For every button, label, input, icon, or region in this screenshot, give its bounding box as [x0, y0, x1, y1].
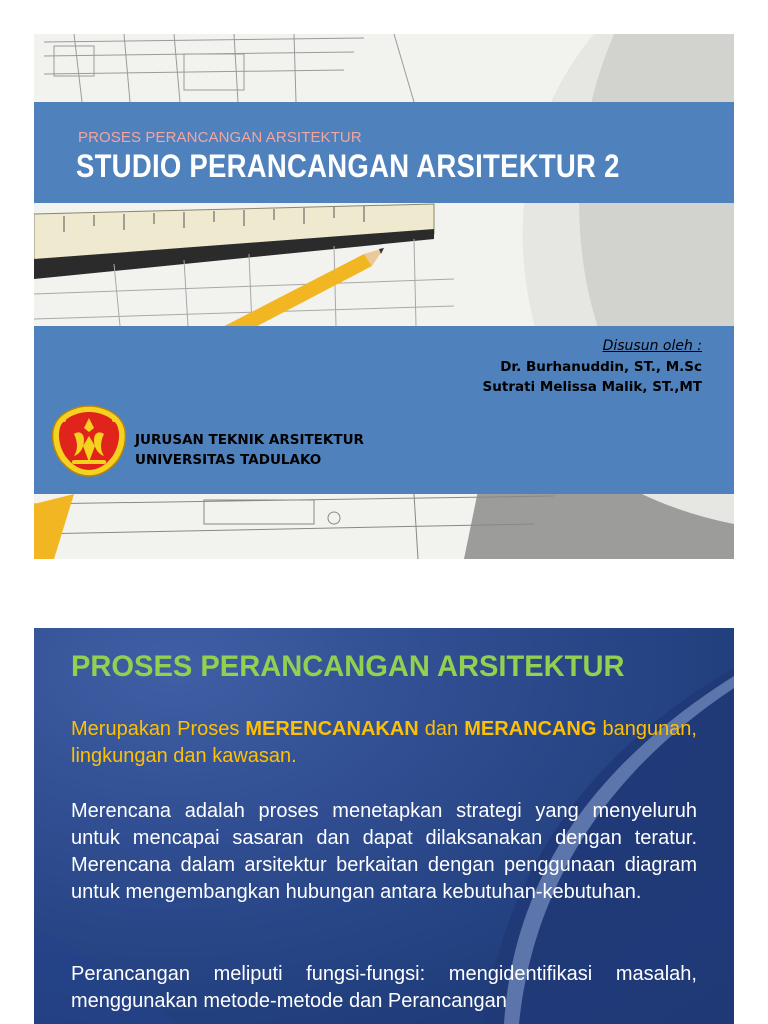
slide-subtitle: PROSES PERANCANGAN ARSITEKTUR — [78, 129, 362, 146]
credits-block — [483, 338, 702, 397]
slide-title: STUDIO PERANCANGAN ARSITEKTUR 2 — [76, 148, 620, 184]
university-emblem-icon — [50, 404, 128, 478]
title-slide — [34, 34, 734, 559]
definition-text: dan — [418, 718, 465, 740]
definition-paragraph — [71, 716, 697, 770]
department-text — [135, 430, 364, 470]
content-title: PROSES PERANCANGAN ARSITEKTUR — [71, 650, 625, 683]
planning-paragraph: Merencana adalah proses menetapkan strategi yang menyeluruh untuk mencapai sasaran dan dapat dilaksanakan dengan teratur. Merencana dalam arsitektur berkaitan dengan penggunaan diagram untuk mengembangkan hubungan antara kebutuhan-kebutuhan. — [71, 800, 697, 903]
university-name: UNIVERSITAS TADULAKO — [135, 452, 322, 468]
author-name: Sutrati Melissa Malik, ST.,MT — [482, 379, 702, 395]
credits-band — [34, 326, 734, 494]
content-slide — [34, 628, 734, 1024]
title-band — [34, 102, 734, 203]
department-name: JURUSAN TEKNIK ARSITEKTUR — [135, 432, 364, 448]
definition-text: Merupakan Proses — [71, 718, 246, 740]
highlight-merencanakan: MERENCANAKAN — [245, 718, 419, 740]
author-name: Dr. Burhanuddin, ST., M.Sc — [500, 359, 702, 375]
credits-label: Disusun oleh : — [602, 338, 702, 354]
highlight-merancang: MERANCANG — [464, 718, 597, 740]
definition-text: bangunan, lingkungan dan kawasan. — [71, 718, 697, 767]
design-paragraph: Perancangan meliputi fungsi-fungsi: mengidentifikasi masalah, menggunakan metode-metode dan Perancangan — [71, 963, 697, 1012]
